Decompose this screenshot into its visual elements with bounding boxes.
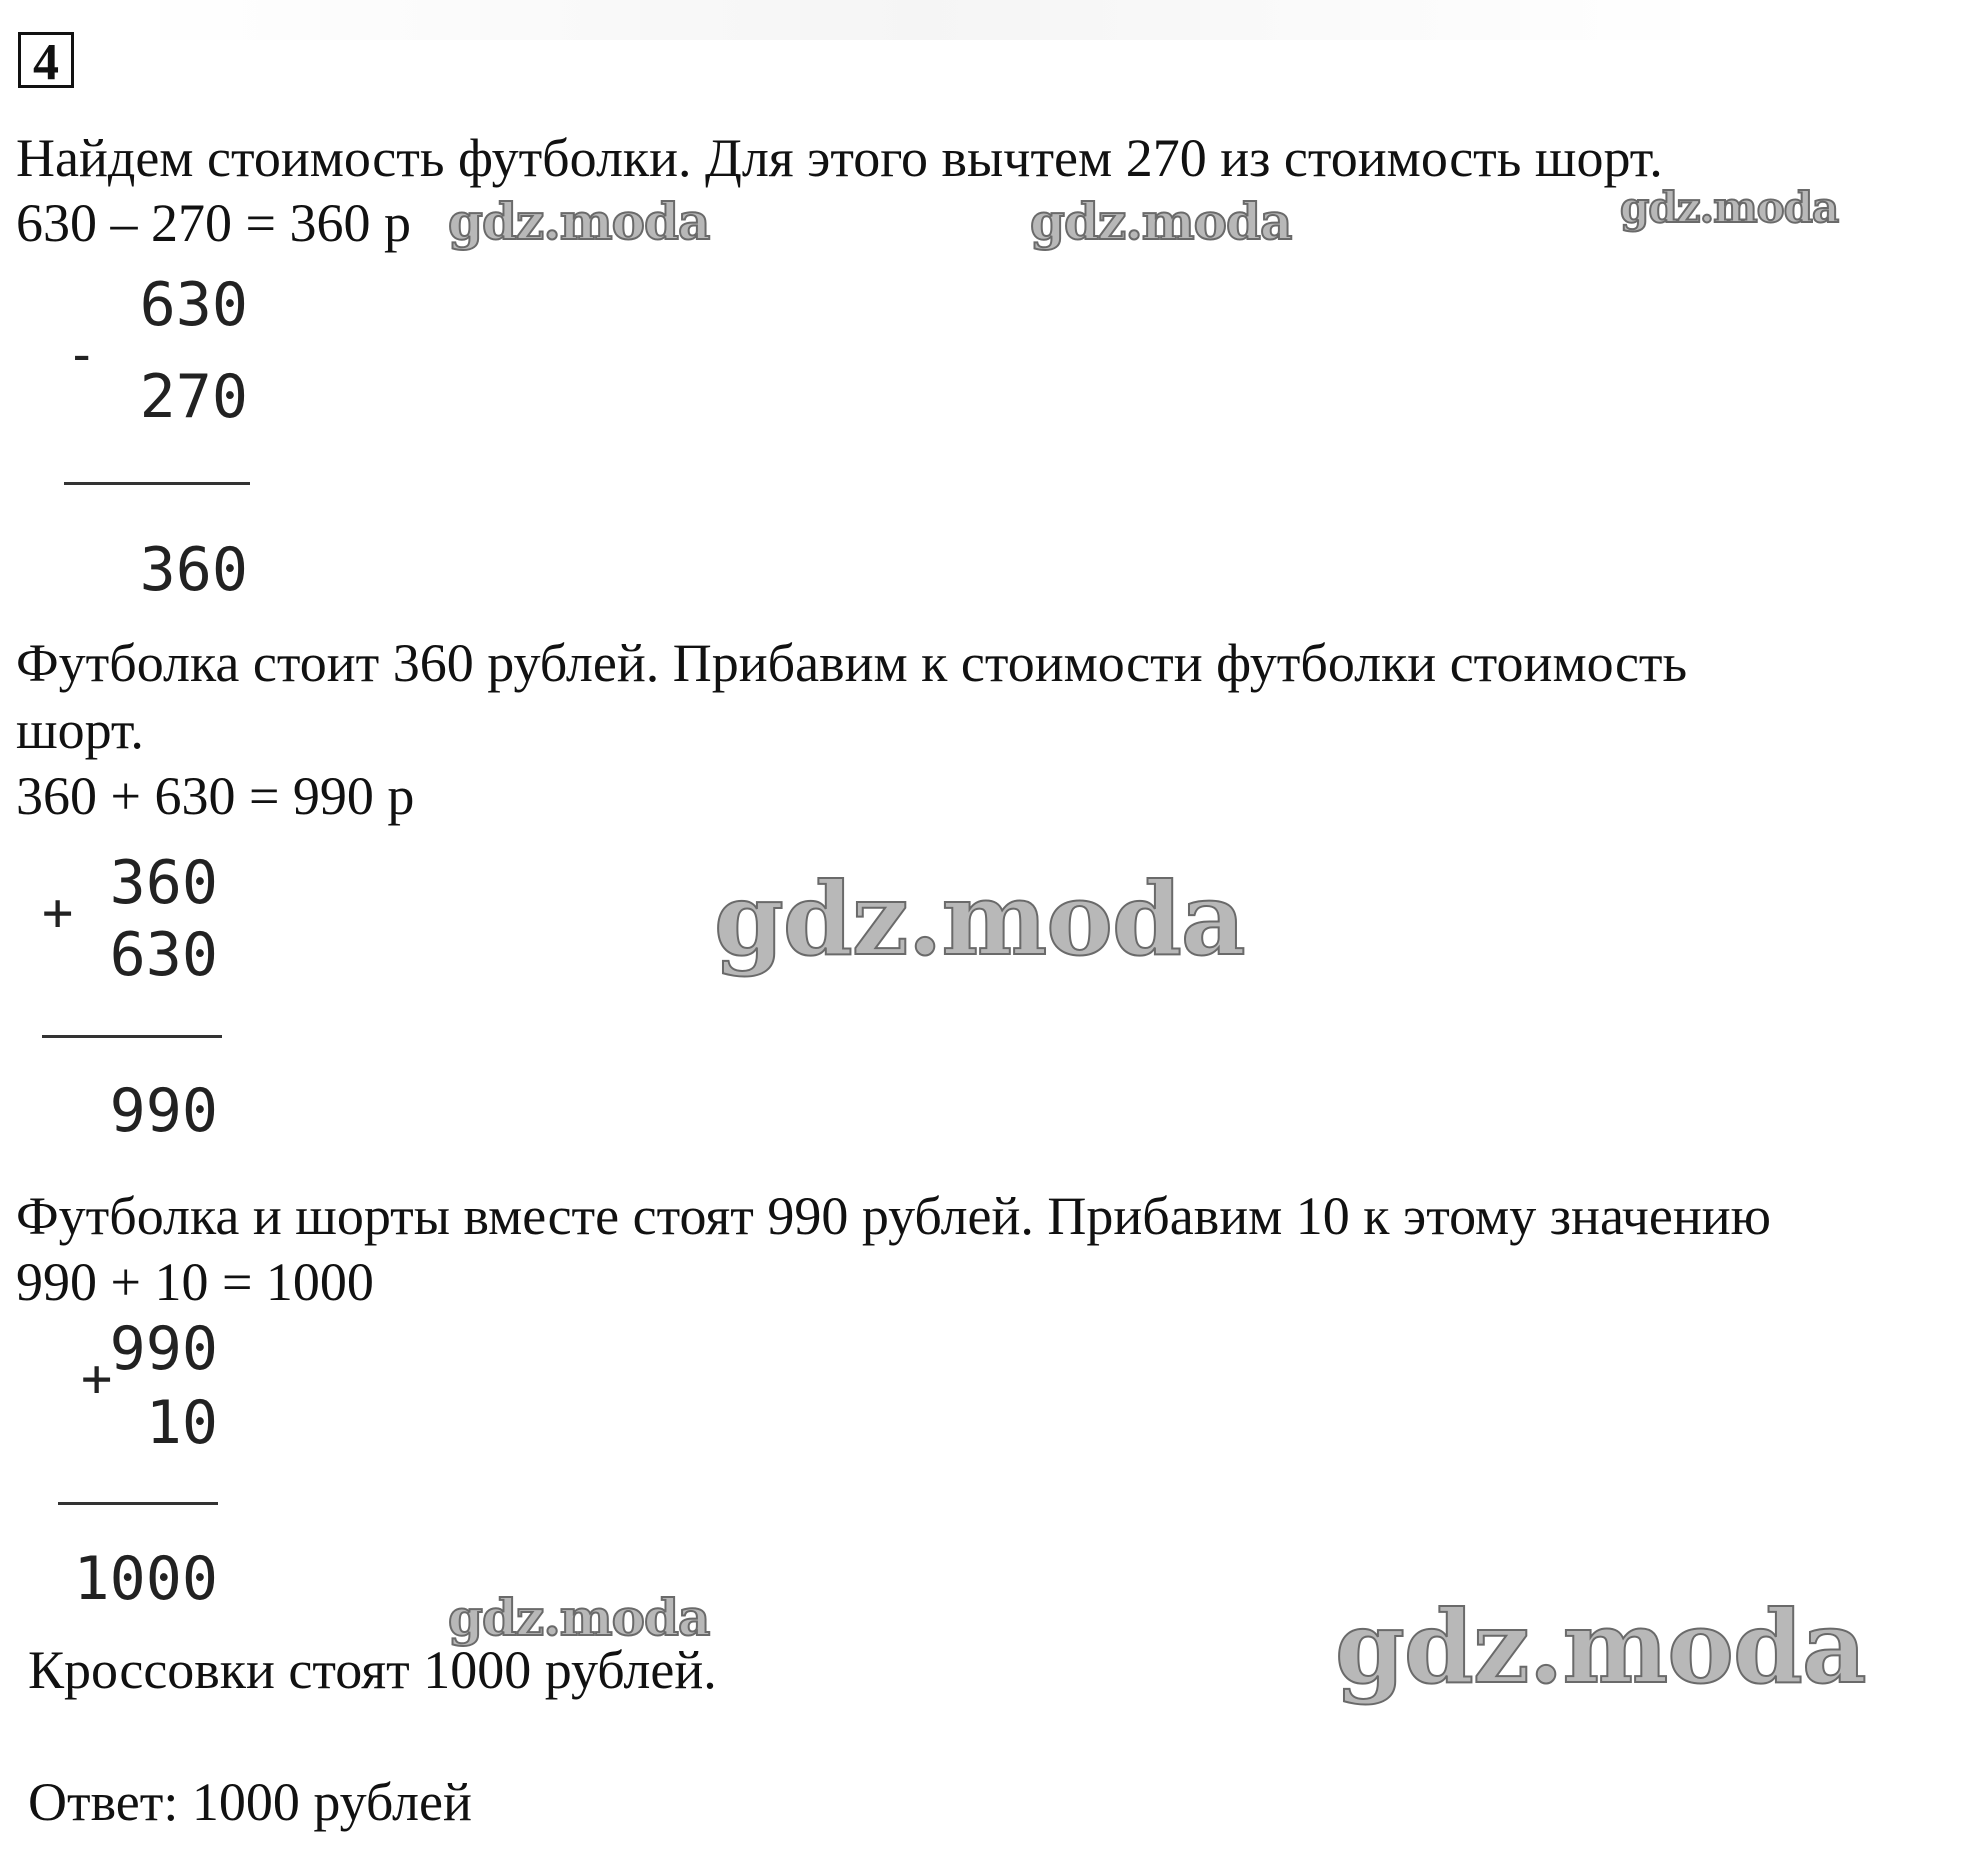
addend-bottom: 10 [145, 1388, 218, 1458]
column-addition-2 [55, 1316, 255, 1616]
subtrahend: 270 [139, 362, 248, 432]
column-subtraction [60, 272, 260, 612]
scan-artifact [120, 0, 1720, 40]
addend-top: 990 [109, 1314, 218, 1384]
task-number-box: 4 [18, 32, 74, 88]
sum: 1000 [73, 1544, 218, 1614]
watermark: gdz.moda [714, 860, 1245, 978]
addend-top: 360 [109, 848, 218, 918]
watermark: gdz.moda [448, 192, 710, 251]
equation-addition-1: 360 + 630 = 990 р [16, 766, 415, 826]
minus-sign: - [66, 325, 98, 385]
paragraph-shorts: шорт. [16, 700, 144, 760]
paragraph-together: Футболка и шорты вместе стоят 990 рублей. Прибавим 10 к этому значению [16, 1186, 1772, 1246]
watermark: gdz.moda [1620, 183, 1839, 232]
minuend: 630 [139, 270, 248, 340]
paragraph-find-tshirt: Найдем стоимость футболки. Для этого вычтем 270 из стоимость шорт. [16, 128, 1663, 188]
sum: 990 [109, 1076, 218, 1146]
plus-sign: + [42, 883, 74, 943]
result-line [58, 1502, 218, 1505]
plus-sign: + [81, 1349, 113, 1409]
watermark: gdz.moda [1335, 1588, 1866, 1706]
watermark: gdz.moda [1030, 192, 1292, 251]
difference: 360 [139, 535, 248, 605]
answer-line: Ответ: 1000 рублей [28, 1772, 472, 1832]
addend-bottom: 630 [109, 920, 218, 990]
paragraph-sneakers: Кроссовки стоят 1000 рублей. [28, 1640, 717, 1700]
column-addition-1 [38, 850, 238, 1150]
equation-subtraction: 630 – 270 = 360 р [16, 193, 411, 253]
result-line [42, 1035, 222, 1038]
result-line [64, 482, 250, 485]
paragraph-tshirt-cost: Футболка стоит 360 рублей. Прибавим к стоимости футболки стоимость [16, 633, 1688, 693]
equation-addition-2: 990 + 10 = 1000 [16, 1252, 374, 1312]
watermark: gdz.moda [448, 1588, 710, 1647]
